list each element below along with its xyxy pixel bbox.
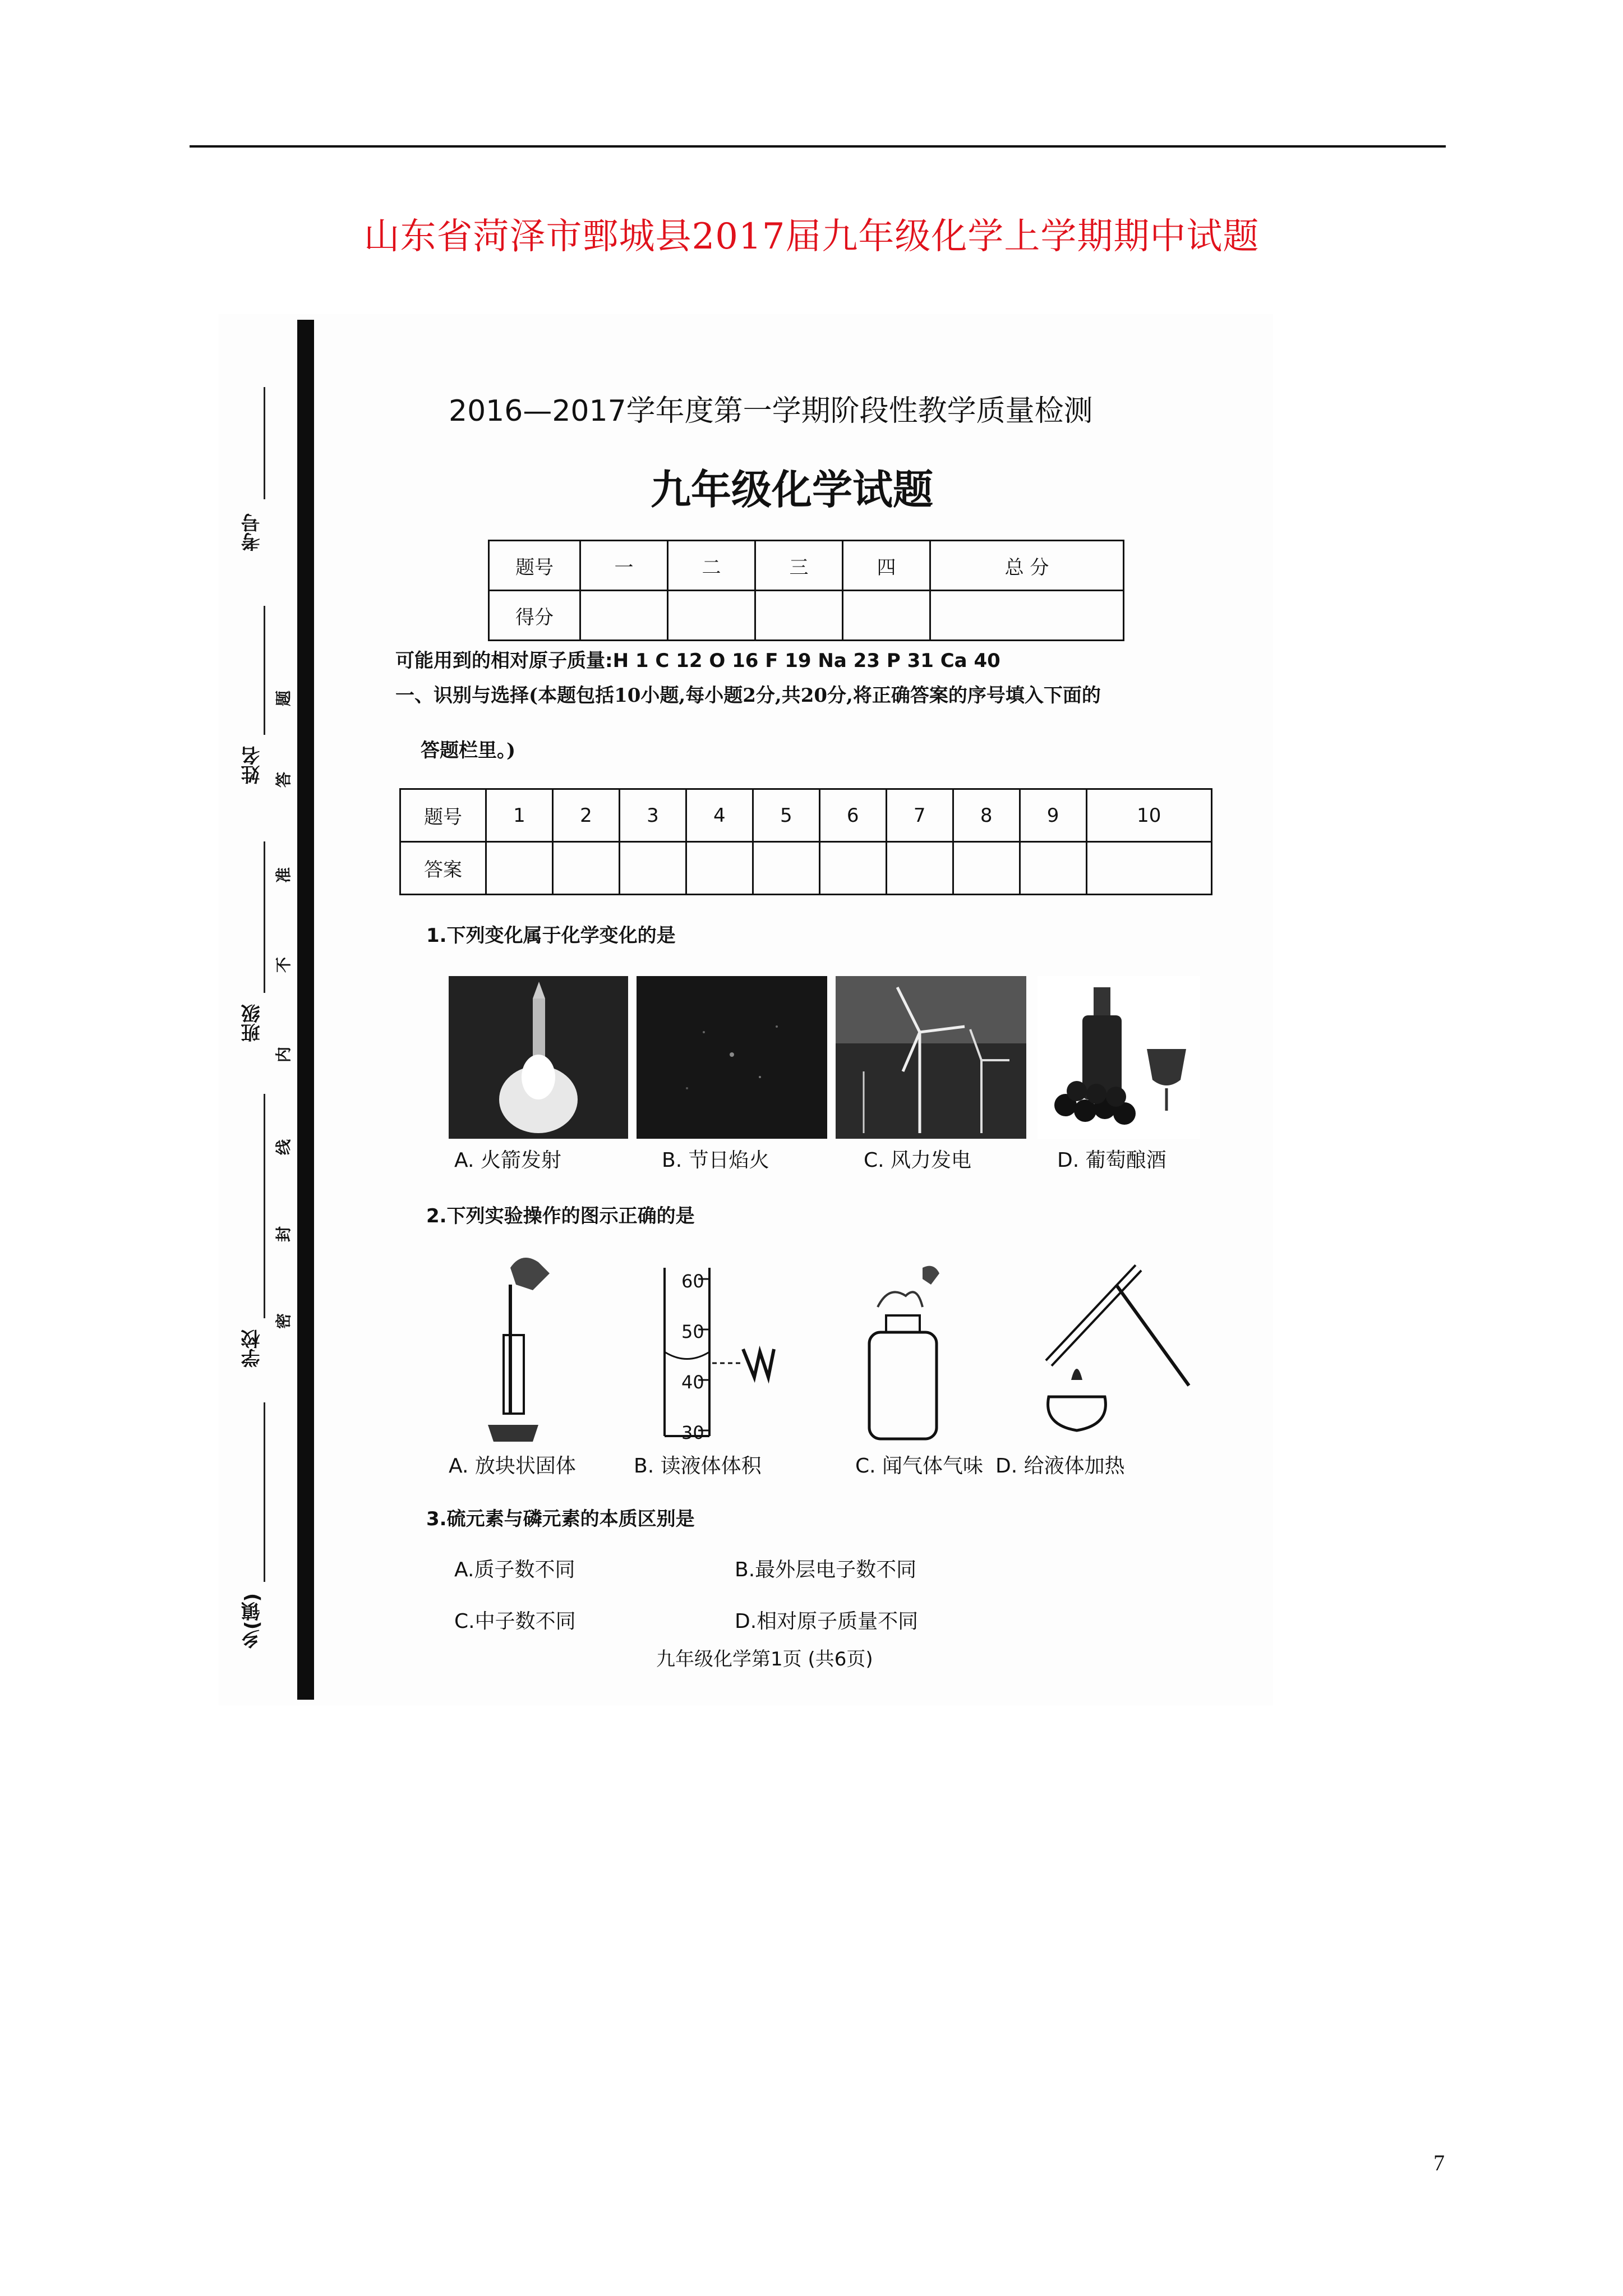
answer-cell	[1020, 842, 1086, 895]
answer-table-cell: 7	[886, 789, 953, 842]
score-table-cell: 题号	[489, 541, 580, 591]
fireworks-image	[637, 976, 827, 1139]
answer-table-cell: 6	[819, 789, 886, 842]
exam-title: 九年级化学试题	[651, 466, 934, 513]
seal-char: 密	[274, 1313, 293, 1329]
answer-table-cell: 1	[486, 789, 553, 842]
question-2-text: 2.下列实验操作的图示正确的是	[426, 1205, 695, 1227]
score-table-cell	[843, 591, 930, 641]
graduated-cylinder-diagram	[656, 1257, 802, 1442]
q2-option-b: B. 读液体体积	[634, 1455, 762, 1478]
score-table-cell: 四	[843, 541, 930, 591]
section-instructions-cont: 答题栏里。)	[421, 739, 516, 762]
q1-option-a: A. 火箭发射	[454, 1149, 561, 1172]
section-instructions: 一、识别与选择(本题包括10小题,每小题2分,共20分,将正确答案的序号填入下面的	[395, 684, 1101, 707]
question-1-text: 1.下列变化属于化学变化的是	[426, 924, 676, 947]
atomic-masses: 可能用到的相对原子质量:H 1 C 12 O 16 F 19 Na 23 P 31 Ca 40	[395, 650, 1000, 672]
answer-table-cell: 答案	[400, 842, 486, 895]
answer-cell	[819, 842, 886, 895]
score-table-cell: 一	[580, 541, 668, 591]
seal-char: 封	[274, 1226, 293, 1243]
answer-table-cell: 10	[1086, 789, 1211, 842]
q3-option-a: A.质子数不同	[454, 1558, 575, 1581]
smell-gas-diagram	[855, 1262, 951, 1442]
seal-char: 题	[274, 690, 293, 707]
q2-option-d: D. 给液体加热	[995, 1455, 1125, 1478]
margin-label-township: 乡(镇)	[241, 1593, 264, 1649]
seal-char: 准	[274, 867, 293, 884]
document-title: 山东省菏泽市鄄城县2017届九年级化学上学期期中试题	[363, 216, 1260, 257]
answer-table-cell: 5	[753, 789, 819, 842]
answer-table-cell: 9	[1020, 789, 1086, 842]
heating-liquid-diagram	[1026, 1251, 1206, 1442]
exam-header: 2016—2017学年度第一学期阶段性教学质量检测	[449, 394, 1093, 428]
solid-placement-diagram	[477, 1251, 566, 1442]
wind-turbines-image	[836, 976, 1026, 1139]
q1-option-d: D. 葡萄酿酒	[1057, 1149, 1166, 1172]
answer-table-cell: 3	[619, 789, 686, 842]
grape-wine-image	[1038, 976, 1200, 1139]
margin-label-school: 学校	[241, 1329, 264, 1368]
score-table	[488, 540, 1124, 641]
cylinder-mark-30: 30	[681, 1422, 704, 1443]
fill-line	[264, 606, 265, 735]
q3-option-d: D.相对原子质量不同	[735, 1610, 919, 1633]
answer-cell	[486, 842, 553, 895]
seal-char: 线	[274, 1139, 293, 1156]
answer-cell	[619, 842, 686, 895]
margin-label-exam-number: 考号	[241, 513, 264, 551]
answer-cell	[552, 842, 619, 895]
margin-label-name: 姓名	[241, 746, 264, 784]
cylinder-mark-50: 50	[681, 1321, 704, 1342]
answer-cell	[953, 842, 1020, 895]
cylinder-mark-60: 60	[681, 1271, 704, 1292]
q3-option-b: B.最外层电子数不同	[735, 1558, 917, 1581]
q3-option-c: C.中子数不同	[454, 1610, 576, 1633]
answer-table-cell: 8	[953, 789, 1020, 842]
answer-cell	[886, 842, 953, 895]
question-3-text: 3.硫元素与磷元素的本质区别是	[426, 1508, 695, 1530]
score-table-cell: 二	[668, 541, 755, 591]
seal-char: 不	[274, 956, 293, 973]
margin-label-class: 班级	[241, 1004, 264, 1042]
seal-char: 答	[274, 771, 293, 788]
answer-cell	[686, 842, 753, 895]
answer-table-cell: 2	[552, 789, 619, 842]
fill-line	[264, 841, 265, 993]
answer-table-cell: 题号	[400, 789, 486, 842]
q2-option-c: C. 闻气体气味	[855, 1455, 984, 1478]
score-table-cell	[580, 591, 668, 641]
fill-line	[264, 1402, 265, 1582]
seal-char: 内	[274, 1046, 293, 1063]
top-rule	[190, 145, 1446, 148]
score-table-cell	[930, 591, 1124, 641]
fill-line	[264, 387, 265, 499]
q1-option-b: B. 节日焰火	[662, 1149, 769, 1172]
exam-page-footer: 九年级化学第1页 (共6页)	[656, 1648, 873, 1671]
answer-table-cell: 4	[686, 789, 753, 842]
answer-cell	[1086, 842, 1211, 895]
score-table-cell: 三	[755, 541, 843, 591]
score-table-cell: 总 分	[930, 541, 1124, 591]
score-table-cell	[755, 591, 843, 641]
answer-cell	[753, 842, 819, 895]
cylinder-mark-40: 40	[681, 1372, 704, 1393]
score-table-cell	[668, 591, 755, 641]
score-table-cell: 得分	[489, 591, 580, 641]
q1-option-c: C. 风力发电	[864, 1149, 972, 1172]
answer-table	[399, 788, 1212, 895]
q2-option-a: A. 放块状固体	[449, 1455, 576, 1478]
binding-bar	[297, 320, 314, 1700]
rocket-launch-image	[449, 976, 628, 1139]
page-number: 7	[1433, 2150, 1445, 2175]
fill-line	[264, 1094, 265, 1318]
